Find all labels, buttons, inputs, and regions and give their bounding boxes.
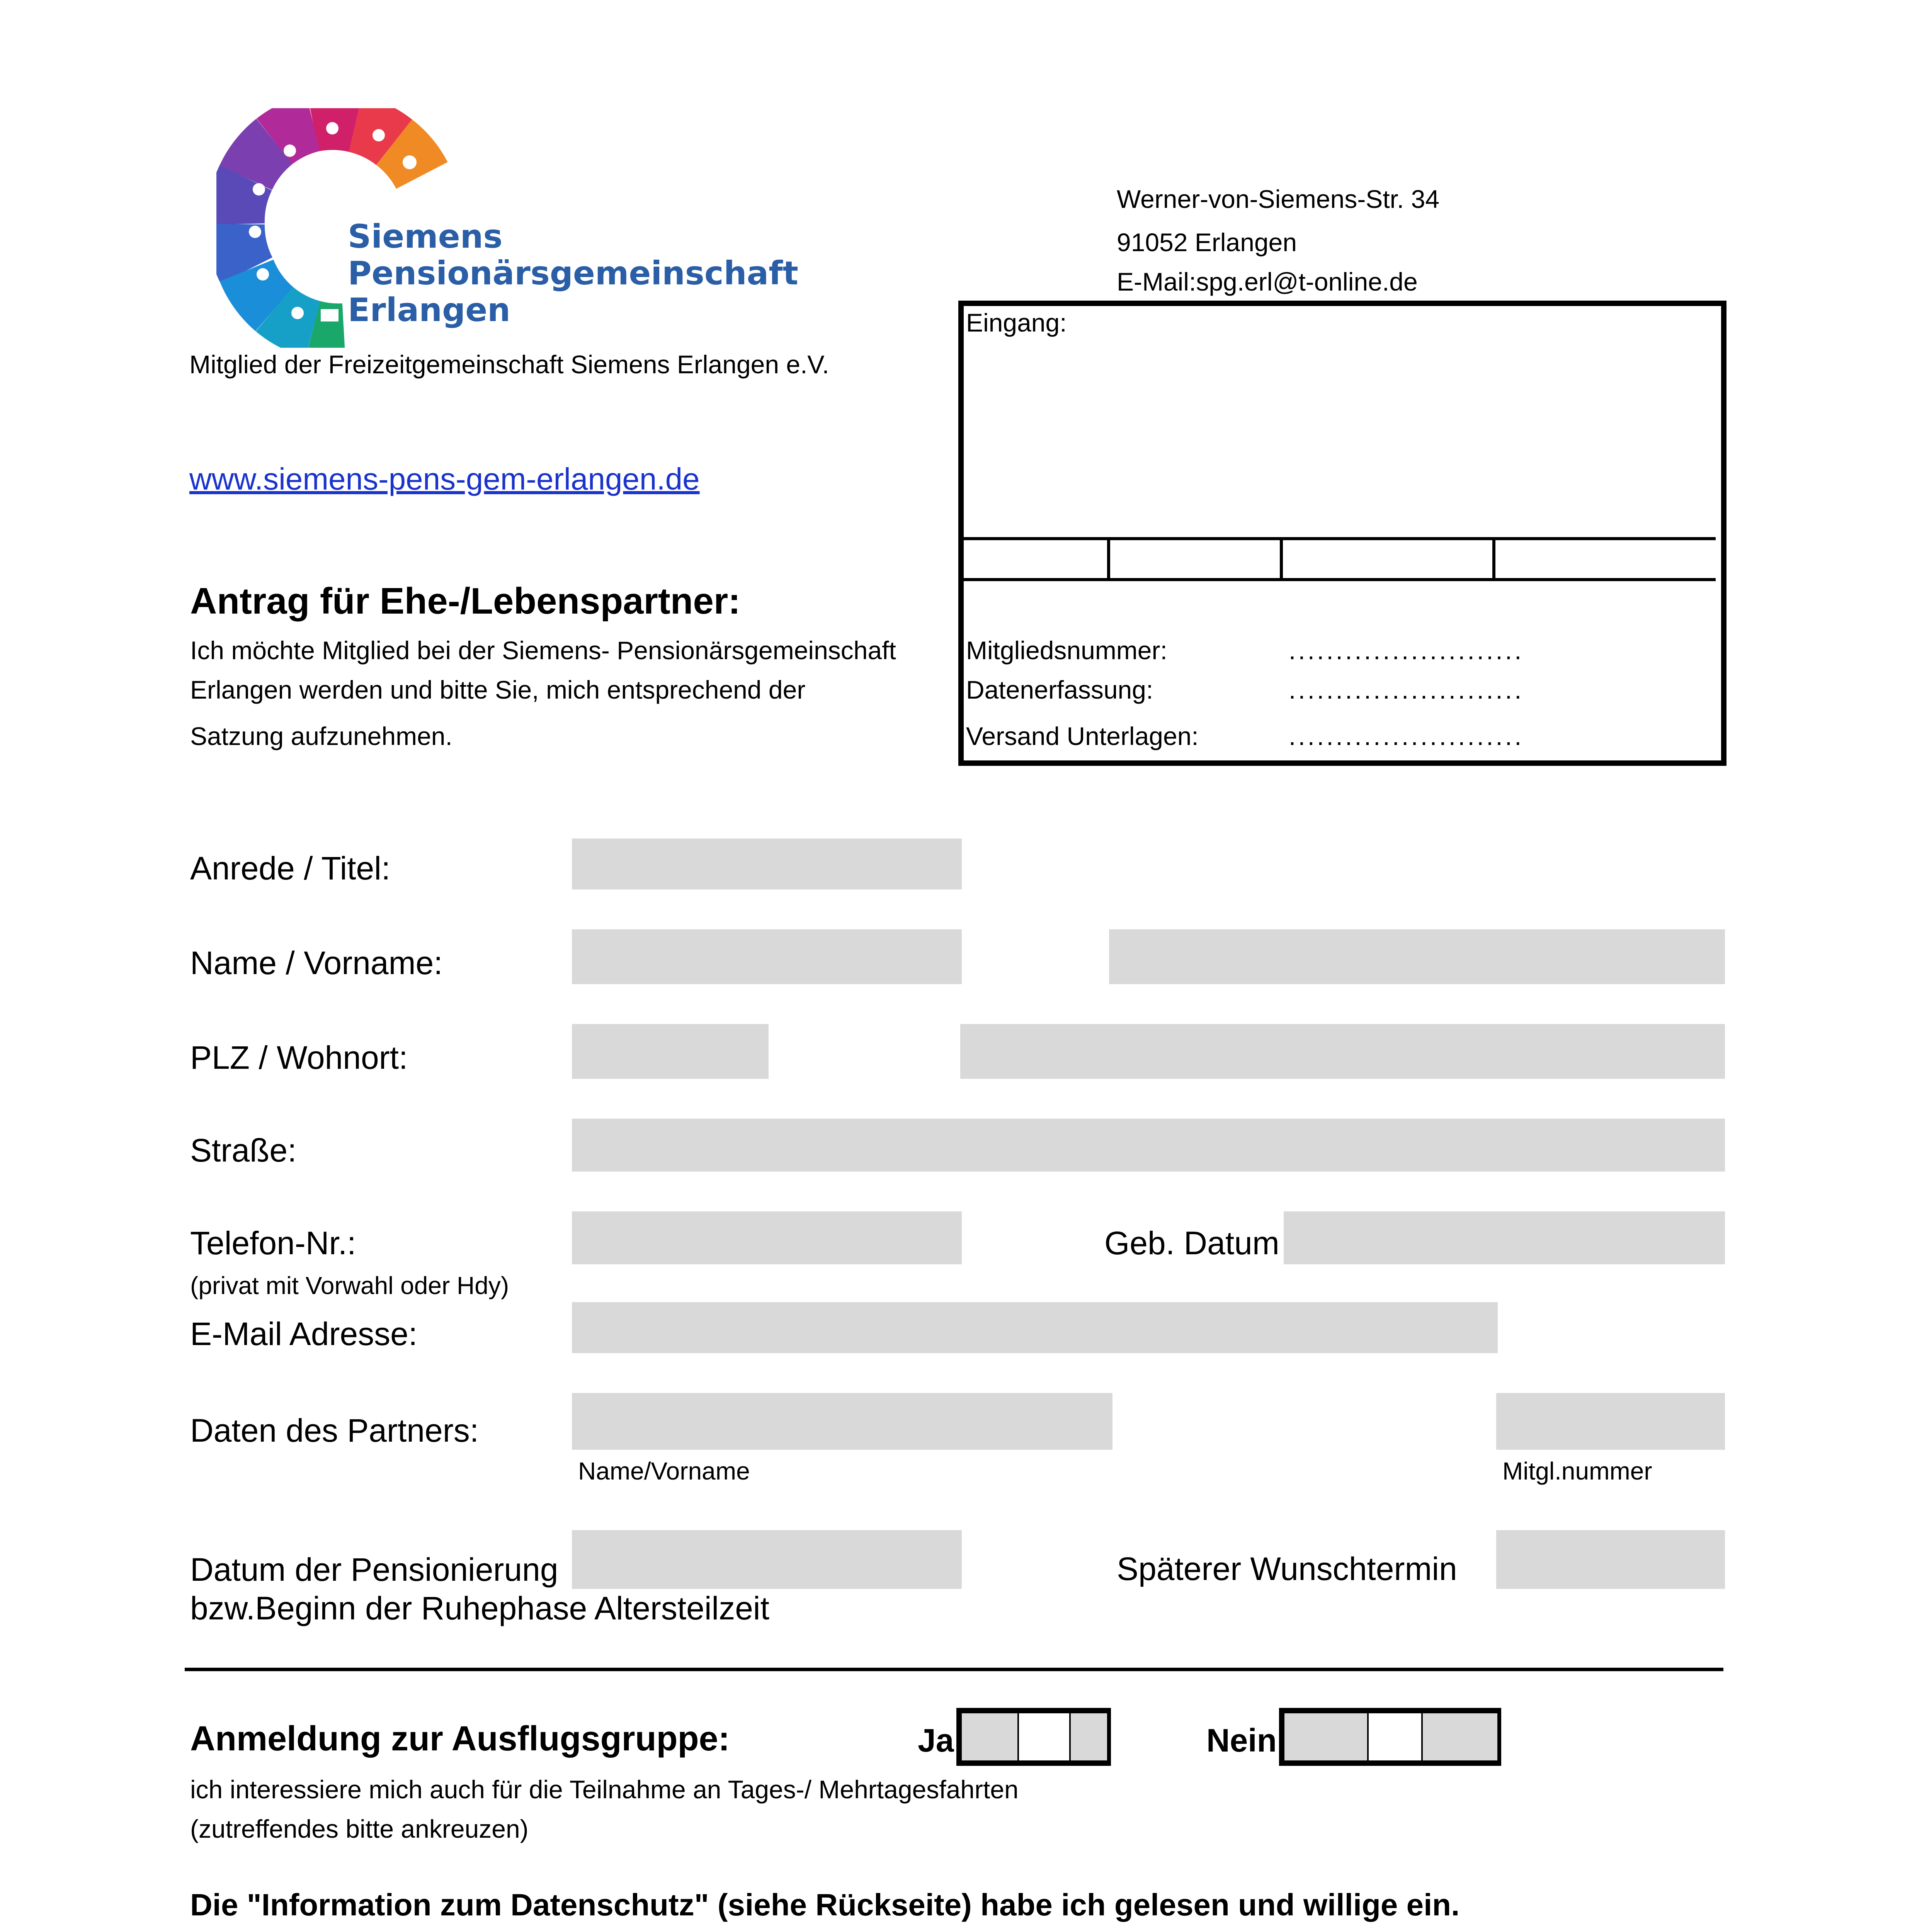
partner-name-caption: Name/Vorname [578, 1457, 750, 1485]
email-input[interactable] [572, 1302, 1498, 1353]
page-title: Antrag für Ehe-/Lebenspartner: [190, 580, 741, 622]
intake-divider-top [964, 537, 1716, 540]
nein-label: Nein [1206, 1722, 1277, 1759]
name-input[interactable] [572, 929, 962, 984]
nein-checkbox[interactable] [1421, 1713, 1497, 1760]
intake-versand-dots: ......................... [1289, 722, 1524, 750]
intake-eingang-label: Eingang: [966, 308, 1067, 337]
label-geb-datum: Geb. Datum [1104, 1225, 1279, 1261]
ausflug-title: Anmeldung zur Ausflugsgruppe: [190, 1719, 730, 1758]
label-pensionierung-2: bzw.Beginn der Ruhephase Altersteilzeit [190, 1590, 769, 1626]
plz-input[interactable] [572, 1024, 769, 1079]
intro-line3: Satzung aufzunehmen. [190, 722, 452, 750]
website-link[interactable]: www.siemens-pens-gem-erlangen.de [189, 462, 700, 496]
intake-versand-label: Versand Unterlagen: [966, 722, 1199, 750]
telefon-input[interactable] [572, 1211, 962, 1264]
wunschtermin-input[interactable] [1496, 1530, 1725, 1589]
intro-line2: Erlangen werden und bitte Sie, mich entsprechend der [190, 675, 806, 704]
strasse-input[interactable] [572, 1119, 1725, 1172]
logo [216, 108, 796, 348]
ausflug-line2: (zutreffendes bitte ankreuzen) [190, 1815, 529, 1843]
intake-mitgliedsnummer-dots: ......................... [1289, 636, 1524, 665]
label-partner: Daten des Partners: [190, 1412, 479, 1449]
anrede-input[interactable] [572, 838, 962, 889]
telefon-hint: (privat mit Vorwahl oder Hdy) [190, 1272, 509, 1299]
intro-line1: Ich möchte Mitglied bei der Siemens- Pensionärsgemeinschaft [190, 636, 896, 665]
ja-checkbox[interactable] [1017, 1713, 1069, 1760]
ja-checkbox[interactable] [1069, 1713, 1107, 1760]
intake-cell-divider [1492, 537, 1495, 581]
intake-divider-bottom [964, 578, 1716, 581]
datenschutz-consent: Die "Information zum Datenschutz" (siehe Rückseite) habe ich gelesen und willige ein. [190, 1888, 1460, 1922]
address-street: Werner-von-Siemens-Str. 34 [1117, 185, 1440, 213]
ja-checkbox-group [956, 1708, 1111, 1766]
label-anrede: Anrede / Titel: [190, 850, 391, 886]
label-strasse: Straße: [190, 1132, 297, 1168]
nein-checkbox[interactable] [1367, 1713, 1421, 1760]
intake-mitgliedsnummer-label: Mitgliedsnummer: [966, 636, 1167, 665]
ausflug-line1: ich interessiere mich auch für die Teilnahme an Tages-/ Mehrtagesfahrten [190, 1775, 1019, 1804]
nein-checkbox-group [1279, 1708, 1501, 1766]
label-plz: PLZ / Wohnort: [190, 1039, 408, 1076]
partner-nummer-caption: Mitgl.nummer [1502, 1457, 1652, 1485]
label-pensionierung-1: Datum der Pensionierung [190, 1551, 558, 1588]
logo-line2: Pensionärsgemeinschaft [348, 254, 798, 292]
membership-text: Mitglied der Freizeitgemeinschaft Siemens Erlangen e.V. [189, 350, 829, 379]
address-city: 91052 Erlangen [1117, 228, 1297, 257]
partner-name-input[interactable] [572, 1393, 1112, 1450]
intake-datenerfassung-dots: ......................... [1289, 675, 1524, 704]
geb-datum-input[interactable] [1284, 1211, 1725, 1264]
ja-label: Ja [918, 1722, 954, 1759]
ja-checkbox[interactable] [962, 1713, 1017, 1760]
section-divider [185, 1668, 1723, 1671]
label-email: E-Mail Adresse: [190, 1316, 418, 1352]
label-name: Name / Vorname: [190, 945, 443, 981]
label-telefon: Telefon-Nr.: [190, 1225, 356, 1261]
vorname-input[interactable] [1109, 929, 1725, 984]
logo-line3: Erlangen [348, 291, 510, 329]
intake-cell-divider [1107, 537, 1110, 581]
logo-line1: Siemens [348, 218, 503, 255]
intake-cell-divider [1280, 537, 1283, 581]
label-wunschtermin: Späterer Wunschtermin [1117, 1551, 1457, 1587]
pensionierung-input[interactable] [572, 1530, 962, 1589]
partner-nummer-input[interactable] [1496, 1393, 1725, 1450]
intake-datenerfassung-label: Datenerfassung: [966, 675, 1153, 704]
wohnort-input[interactable] [960, 1024, 1725, 1079]
nein-checkbox[interactable] [1284, 1713, 1367, 1760]
address-email: E-Mail:spg.erl@t-online.de [1117, 267, 1418, 296]
